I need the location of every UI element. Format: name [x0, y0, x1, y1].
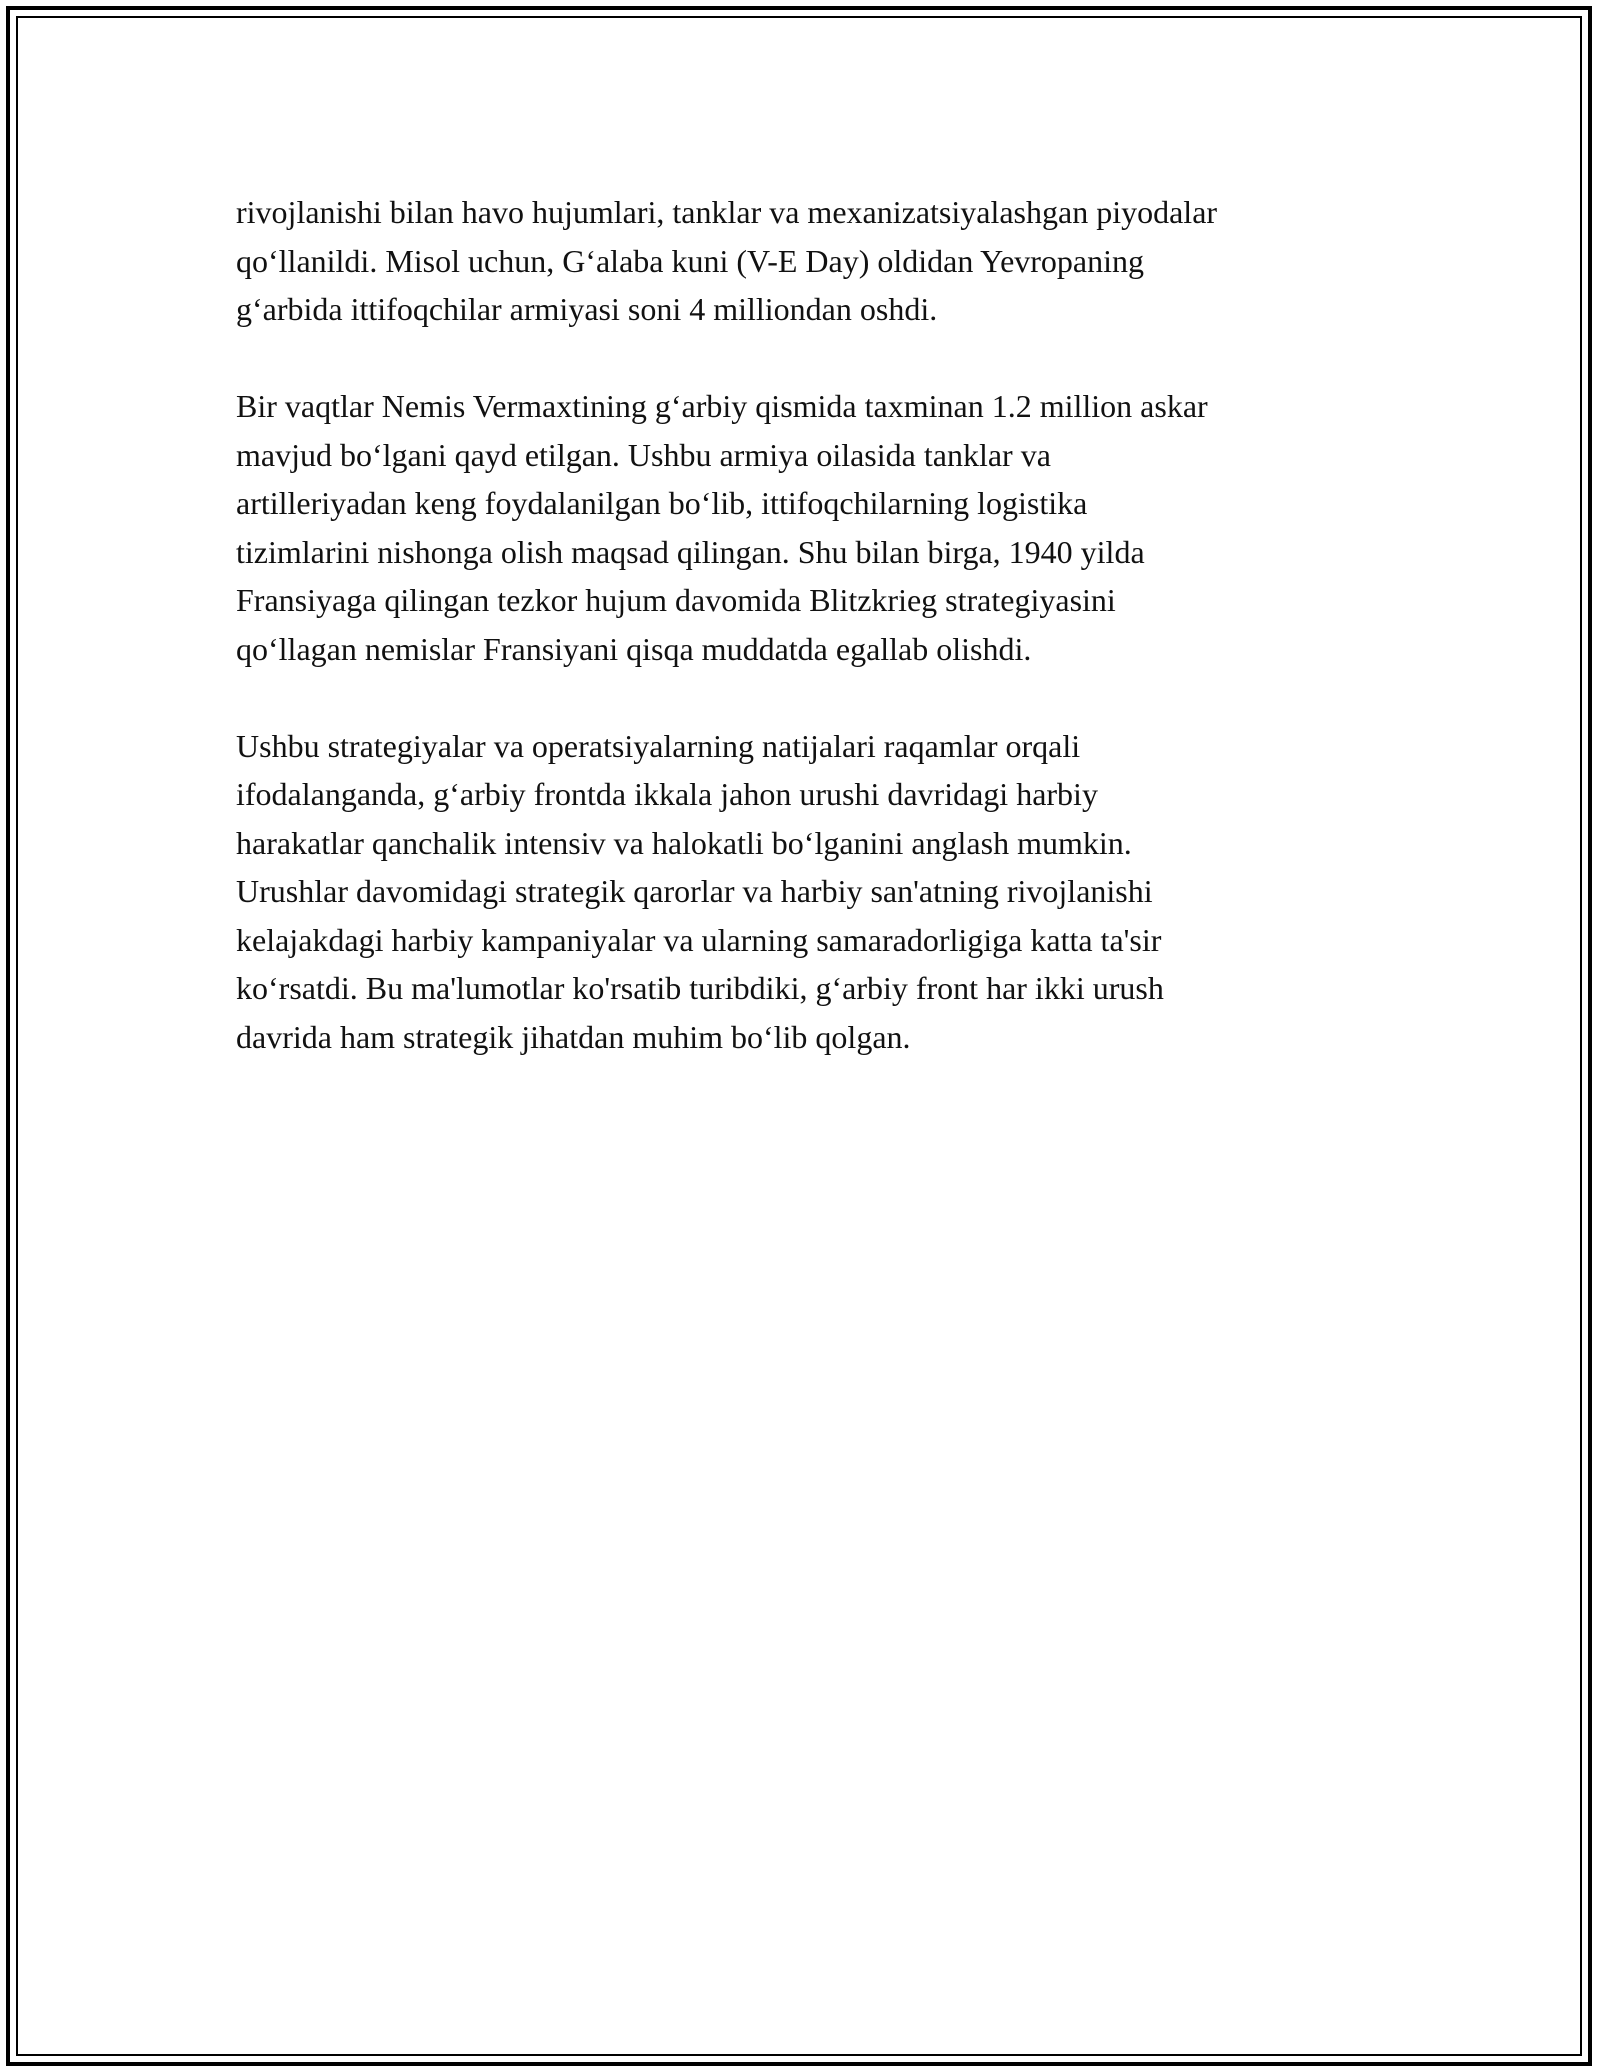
- paragraph-3: Ushbu strategiyalar va operatsiyalarning natijalari raqamlar orqali ifodalanganda, g‘arbiy frontda ikkala jahon urushi davridagi harbiy harakatlar qanchalik intensiv va halokatli bo‘lganini anglash mumkin. Urushlar davomidagi strategik qarorlar va harbiy san'atning rivojlanishi kelajakdagi harbiy kampaniyalar va ularning samaradorligiga katta ta'sir ko‘rsatdi. Bu ma'lumotlar ko'rsatib turibdiki, g‘arbiy front har ikki urush davrida ham strategik jihatdan muhim bo‘lib qolgan.: [236, 727, 1164, 1055]
- paragraph-2: Bir vaqtlar Nemis Vermaxtining g‘arbiy qismida taxminan 1.2 million askar mavjud bo‘lgani qayd etilgan. Ushbu armiya oilasida tanklar va artilleriyadan keng foydalanilgan bo‘lib, ittifoqchilarning logistika tizimlarini nishonga olish maqsad qilingan. Shu bilan birga, 1940 yilda Fransiyaga qilingan tezkor hujum davomida Blitzkrieg strategiyasini qo‘llagan nemislar Fransiyani qisqa muddatda egallab olishdi.: [236, 388, 1208, 667]
- paragraph-1: rivojlanishi bilan havo hujumlari, tanklar va mexanizatsiyalashgan piyodalar qo‘llanildi. Misol uchun, G‘alaba kuni (V-E Day) oldidan Yevropaning g‘arbida ittifoqchilar armiyasi soni 4 milliondan oshdi.: [236, 194, 1218, 327]
- document-body: [236, 188, 1386, 1110]
